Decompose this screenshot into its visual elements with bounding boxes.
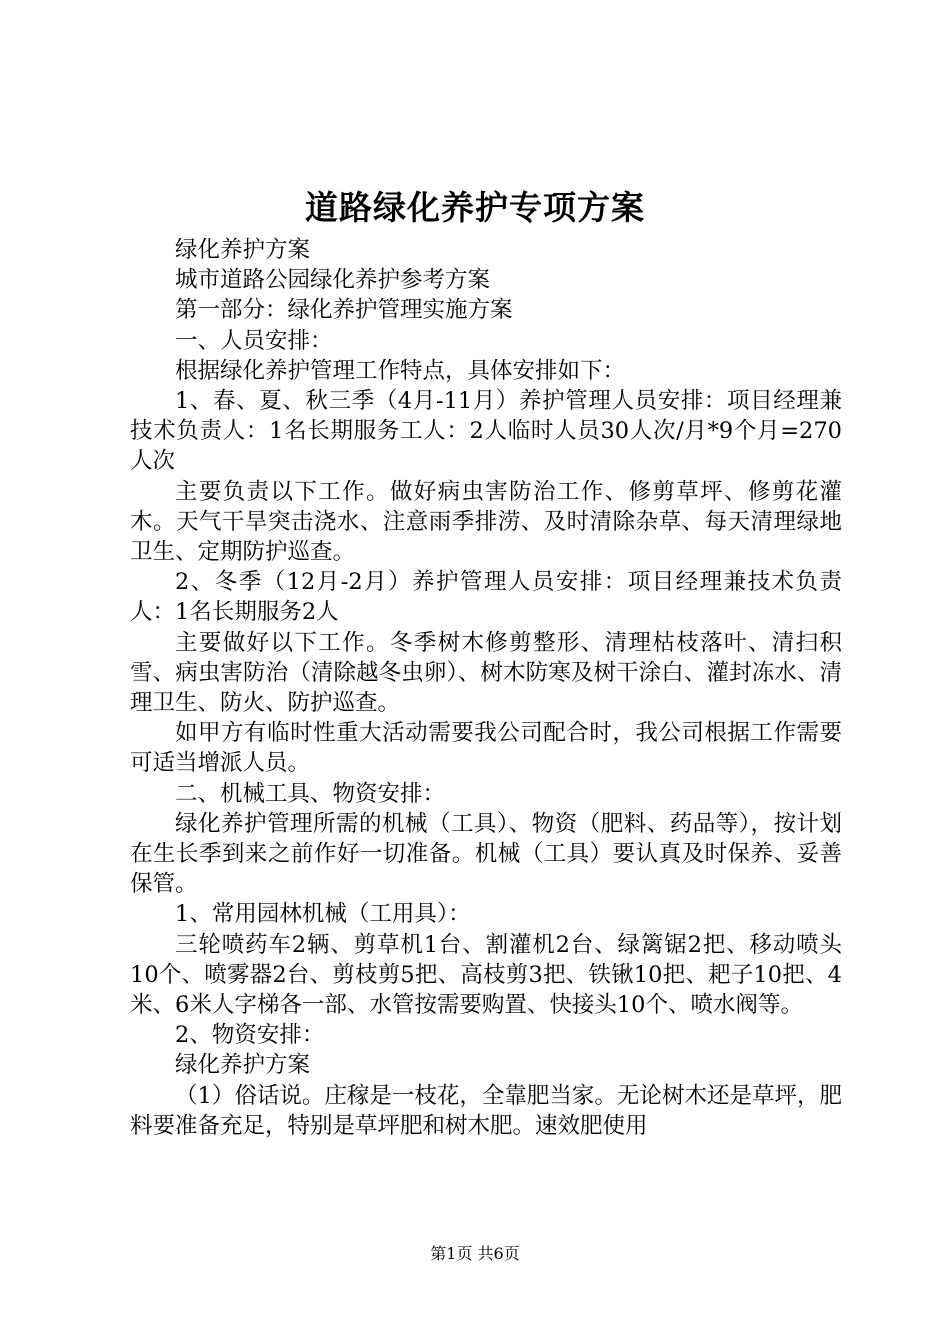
document-title: 道路绿化养护专项方案 <box>305 188 645 227</box>
paragraph: 2、物资安排： <box>175 1022 325 1049</box>
paragraph: 第一部分：绿化养护管理实施方案 <box>175 297 513 324</box>
paragraph: 如甲方有临时性重大活动需要我公司配合时，我公司根据工作需要可适当增派人员。 <box>130 720 842 777</box>
paragraph: 1、常用园林机械（工用具）： <box>175 901 471 928</box>
section-heading: 二、机械工具、物资安排： <box>175 780 446 807</box>
paragraph: 三轮喷药车2辆、剪草机1台、割灌机2台、绿篱锯2把、移动喷头10个、喷雾器2台、剪枝剪5把、高枝剪3把、铁锹10把、耙子10把、4米、6米人字梯各一部、水管按需要购置、快接头10个、喷水阀等。 <box>130 931 842 1019</box>
page-number-footer: 第1页 共6页 <box>430 1244 520 1263</box>
paragraph: 主要做好以下工作。冬季树木修剪整形、清理枯枝落叶、清扫积雪、病虫害防治（清除越冬虫卵）、树木防寒及树干涂白、灌封冻水、清理卫生、防火、防护巡查。 <box>130 629 842 717</box>
paragraph: 主要负责以下工作。做好病虫害防治工作、修剪草坪、修剪花灌木。天气干旱突击浇水、注意雨季排涝、及时清除杂草、每天清理绿地卫生、定期防护巡查。 <box>130 478 842 566</box>
paragraph: 绿化养护管理所需的机械（工具）、物资（肥料、药品等），按计划在生长季到来之前作好一切准备。机械（工具）要认真及时保养、妥善保管。 <box>130 810 842 898</box>
document-body <box>130 235 842 1141</box>
section-heading: 一、人员安排： <box>175 327 333 354</box>
paragraph: 绿化养护方案 <box>175 237 311 263</box>
paragraph: 绿化养护方案 <box>175 1052 311 1079</box>
paragraph: （1）俗话说。庄稼是一枝花，全靠肥当家。无论树木还是草坪，肥料要准备充足，特别是草坪肥和树木肥。速效肥使用 <box>130 1082 842 1139</box>
paragraph: 根据绿化养护管理工作特点，具体安排如下： <box>175 357 626 384</box>
paragraph: 1、春、夏、秋三季（4月-11月）养护管理人员安排：项目经理兼技术负责人：1名长期服务工人：2人临时人员30人次/月*9个月=270人次 <box>130 388 842 475</box>
paragraph: 城市道路公园绿化养护参考方案 <box>175 267 491 294</box>
paragraph: 2、冬季（12月-2月）养护管理人员安排：项目经理兼技术负责人：1名长期服务2人 <box>130 569 842 626</box>
